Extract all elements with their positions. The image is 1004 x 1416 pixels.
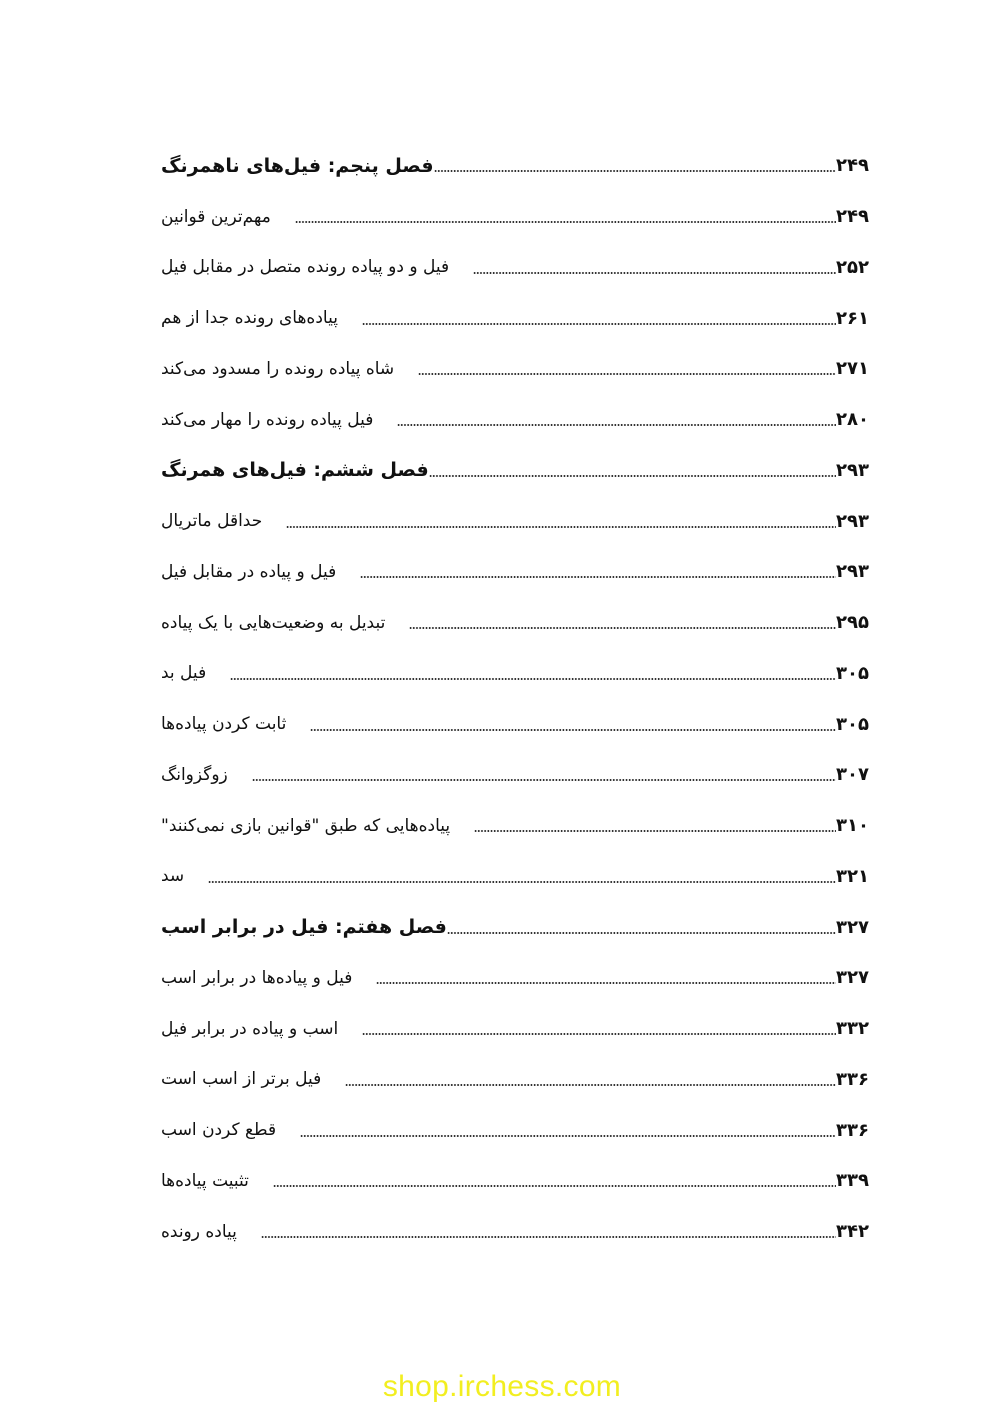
toc-entry — [158, 547, 876, 598]
section-title: فیل بد — [161, 663, 207, 684]
page-number: ۲۹۳ — [836, 561, 869, 583]
page-number: ۲۶۱ — [836, 307, 869, 329]
dot-leader — [310, 729, 836, 731]
page-number: ۳۲۱ — [836, 865, 869, 887]
section-title: پیاده رونده — [161, 1221, 237, 1242]
toc-entry — [158, 344, 876, 395]
page-number: ۳۱۰ — [836, 815, 869, 837]
toc-entry — [158, 699, 876, 750]
toc-entry — [158, 496, 876, 547]
footer-website-link[interactable]: shop.irchess.com — [382, 1370, 622, 1403]
section-title: فیل پیاده رونده را مهار می‌کند — [161, 409, 374, 430]
dot-leader — [434, 170, 836, 172]
dot-leader — [418, 373, 836, 375]
page-number: ۳۳۶ — [836, 1068, 869, 1090]
toc-chapter-heading — [158, 902, 876, 953]
page-number: ۳۳۲ — [836, 1018, 869, 1040]
page-number: ۲۹۳ — [836, 510, 869, 532]
page-number: ۳۳۶ — [836, 1119, 869, 1141]
section-title: فیل و پیاده‌ها در برابر اسب — [161, 967, 353, 988]
section-title: فیل و پیاده در مقابل فیل — [161, 561, 337, 582]
section-title: فیل برتر از اسب است — [161, 1069, 322, 1090]
section-title: شاه پیاده رونده را مسدود می‌کند — [161, 358, 395, 379]
dot-leader — [376, 982, 836, 984]
toc-chapter-heading — [158, 446, 876, 497]
section-title: ثابت کردن پیاده‌ها — [161, 714, 287, 735]
toc-entry — [158, 1055, 876, 1106]
page-number: ۳۴۲ — [836, 1221, 869, 1243]
section-title: فیل و دو پیاده رونده متصل در مقابل فیل — [161, 257, 450, 278]
dot-leader — [300, 1135, 836, 1137]
toc-entry — [158, 395, 876, 446]
toc-entry — [158, 192, 876, 243]
toc-entry — [158, 649, 876, 700]
chapter-title: فصل ششم: فیل‌های همرنگ — [161, 459, 429, 482]
section-title: سد — [161, 866, 185, 887]
table-of-contents — [158, 141, 876, 1258]
dot-leader — [474, 830, 836, 832]
page-number: ۲۴۹ — [836, 206, 869, 228]
toc-entry — [158, 293, 876, 344]
page-number: ۳۲۷ — [836, 967, 869, 989]
page-number: ۳۲۷ — [836, 916, 869, 938]
dot-leader — [397, 424, 836, 426]
section-title: اسب و پیاده در برابر فیل — [161, 1018, 339, 1039]
dot-leader — [362, 323, 836, 325]
toc-entry — [158, 750, 876, 801]
page-number: ۲۴۹ — [836, 155, 869, 177]
toc-entry — [158, 852, 876, 903]
toc-entry — [158, 1207, 876, 1258]
dot-leader — [261, 1236, 836, 1238]
chapter-title: فصل پنجم: فیل‌های ناهمرنگ — [161, 154, 434, 177]
section-title: پیاده‌های رونده جدا از هم — [161, 308, 338, 329]
dot-leader — [429, 475, 836, 477]
section-title: قطع کردن اسب — [161, 1120, 277, 1141]
dot-leader — [360, 576, 836, 578]
page-number: ۲۹۵ — [836, 612, 869, 634]
dot-leader — [447, 932, 836, 934]
dot-leader — [230, 678, 836, 680]
toc-entry — [158, 1004, 876, 1055]
dot-leader — [208, 881, 836, 883]
toc-entry — [158, 243, 876, 294]
dot-leader — [295, 221, 836, 223]
page-number: ۳۰۵ — [836, 662, 869, 684]
toc-entry — [158, 1105, 876, 1156]
dot-leader — [409, 627, 836, 629]
dot-leader — [362, 1033, 836, 1035]
dot-leader — [273, 1185, 836, 1187]
page-number: ۲۹۳ — [836, 459, 869, 481]
page-number: ۲۷۱ — [836, 358, 869, 380]
page-number: ۳۰۷ — [836, 764, 869, 786]
page-number: ۲۸۰ — [836, 409, 869, 431]
page-number: ۲۵۲ — [836, 256, 869, 278]
dot-leader — [252, 779, 836, 781]
toc-entry — [158, 1156, 876, 1207]
page-number: ۳۳۹ — [836, 1170, 869, 1192]
dot-leader — [345, 1084, 836, 1086]
section-title: حداقل ماتریال — [161, 511, 263, 532]
section-title: تثبیت پیاده‌ها — [161, 1170, 249, 1191]
section-title: تبدیل به وضعیت‌هایی با یک پیاده — [161, 612, 386, 633]
section-title: مهم‌ترین قوانین — [161, 206, 271, 227]
toc-entry — [158, 953, 876, 1004]
toc-chapter-heading — [158, 141, 876, 192]
toc-entry — [158, 598, 876, 649]
section-title: پیاده‌هایی که طبق "قوانین بازی نمی‌کنند" — [161, 815, 451, 836]
section-title: زوگزوانگ — [161, 764, 228, 785]
chapter-title: فصل هفتم: فیل در برابر اسب — [161, 916, 447, 939]
toc-entry — [158, 801, 876, 852]
dot-leader — [473, 272, 836, 274]
dot-leader — [286, 526, 836, 528]
page-number: ۳۰۵ — [836, 713, 869, 735]
